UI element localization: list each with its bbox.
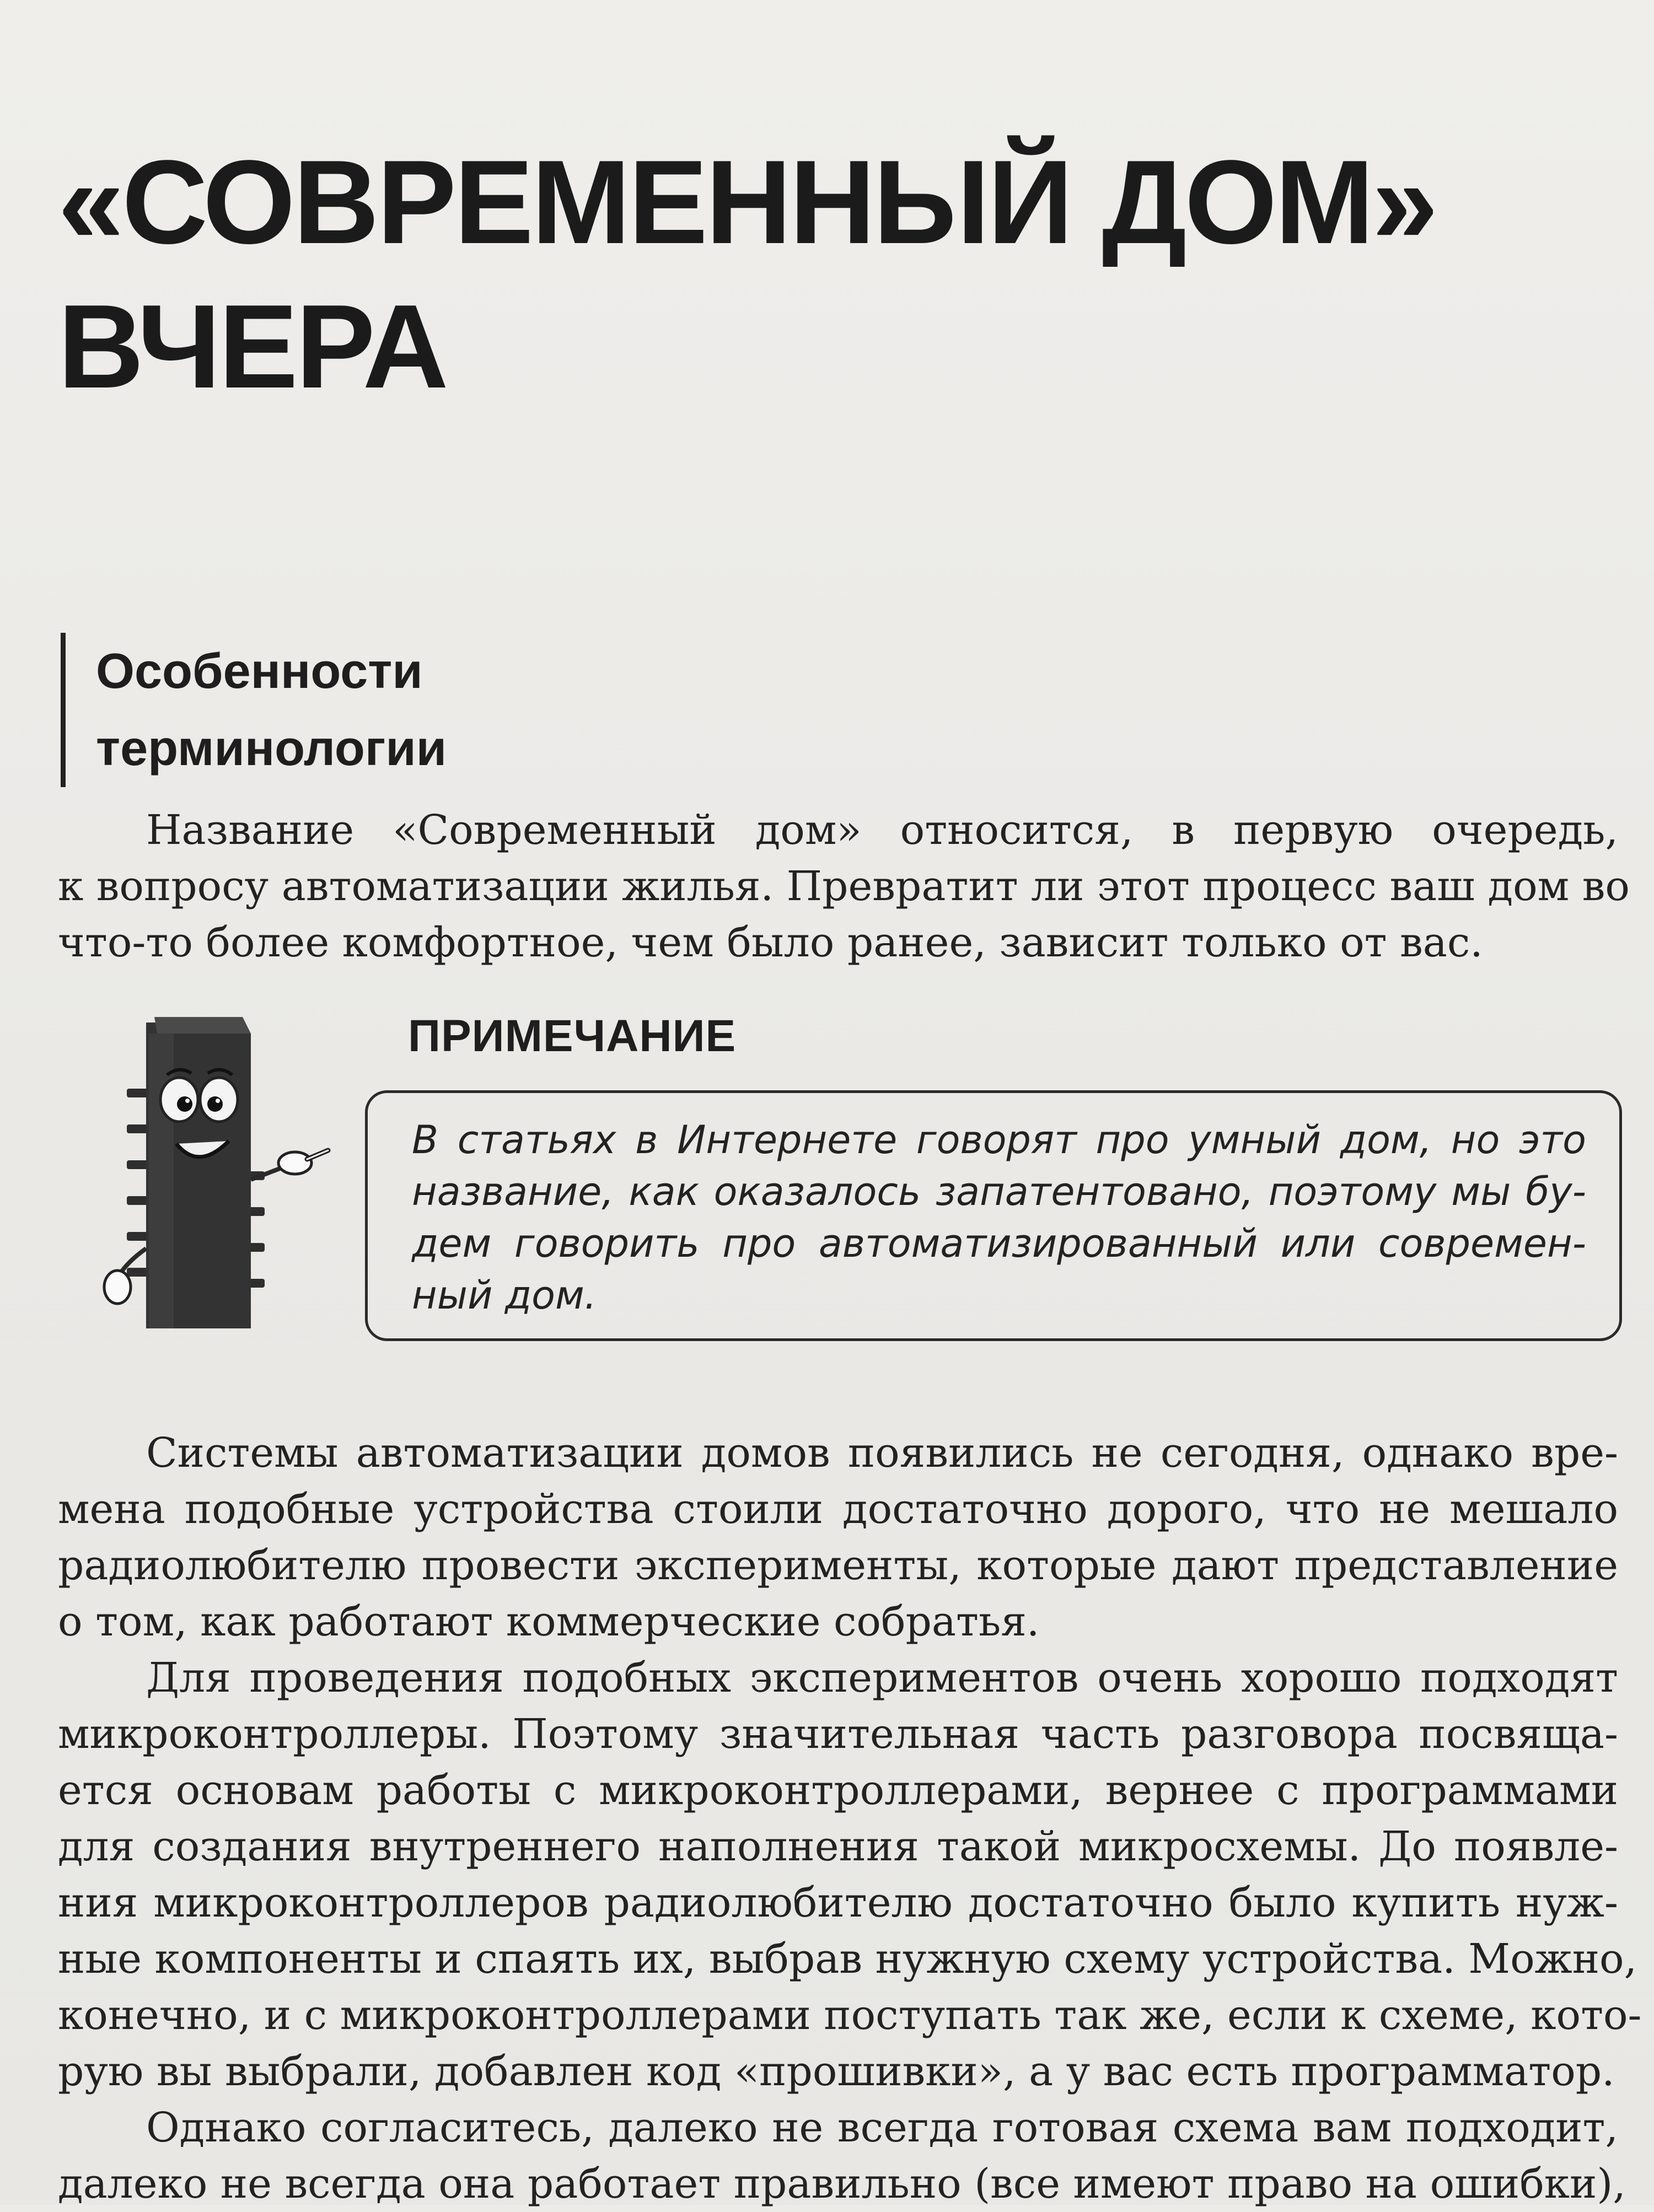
- microchip-mascot-icon: [102, 1006, 334, 1337]
- text-line: Однако согласитесь, далеко не всегда готовая схема вам подходит,: [146, 2104, 1618, 2151]
- text-line: ется основам работы с микроконтроллерами, вернее с программами: [58, 1767, 1618, 1814]
- section-heading: [61, 633, 447, 787]
- text-line: конечно, и с микроконтроллерами поступать так же, если к схеме, кото-: [58, 1992, 1642, 2039]
- text-line: далеко не всегда она работает правильно (все имеют право на ошибки),: [58, 2160, 1626, 2208]
- text-line: о том, как работают коммерческие собратья.: [58, 1598, 1040, 1645]
- page-title-line-2: ВЧЕРА: [58, 279, 447, 413]
- body-paragraph-1: [58, 1425, 1618, 1650]
- note-line: ный дом.: [412, 1273, 597, 1318]
- note-line: дем говорить про автоматизированный или современ-: [412, 1221, 1586, 1266]
- text-line: радиолюбителю провести эксперименты, которые дают представление: [58, 1542, 1618, 1589]
- body-paragraph-3: [58, 2100, 1626, 2212]
- text-line: ные компоненты и спаять их, выбрав нужную схему устройства. Можно,: [58, 1935, 1637, 1983]
- text-line: микроконтроллеры. Поэтому значительная часть разговора посвяща-: [58, 1710, 1618, 1758]
- section-heading-line-2: терминологии: [96, 721, 447, 776]
- text-line: для создания внутреннего наполнения такой микросхемы. До появле-: [58, 1823, 1618, 1870]
- text-line: к вопросу автоматизации жилья. Превратит ли этот процесс ваш дом во: [58, 863, 1630, 910]
- intro-paragraph: [58, 802, 1630, 971]
- text-line: Системы автоматизации домов появились не сегодня, однако вре-: [146, 1429, 1618, 1477]
- text-line: Для проведения подобных экспериментов очень хорошо подходят: [146, 1654, 1618, 1702]
- text-line: что-то более комфортное, чем было ранее, зависит только от вас.: [58, 919, 1483, 966]
- text-line: Название «Современный дом» относится, в первую очередь,: [146, 806, 1618, 854]
- note-box: [365, 1090, 1622, 1341]
- section-heading-line-1: Особенности: [96, 644, 423, 699]
- text-line: мена подобные устройства стоили достаточно дорого, что не мешало: [58, 1486, 1618, 1533]
- text-line: ния микроконтроллеров радиолюбителю достаточно было купить нуж-: [58, 1879, 1618, 1926]
- note-line: название, как оказалось запатентовано, поэтому мы бу-: [412, 1169, 1586, 1214]
- page-title-line-1: «СОВРЕМЕННЫЙ ДОМ»: [58, 135, 1436, 268]
- body-paragraph-2: [58, 1650, 1642, 2100]
- page-title: [58, 130, 1574, 418]
- note-label: ПРИМЕЧАНИЕ: [408, 1011, 737, 1061]
- note-line: В статьях в Интернете говорят про умный дом, но это: [412, 1117, 1586, 1162]
- note-text: [412, 1114, 1586, 1321]
- text-line: рую вы выбрали, добавлен код «прошивки», а у вас есть программатор.: [58, 2048, 1615, 2095]
